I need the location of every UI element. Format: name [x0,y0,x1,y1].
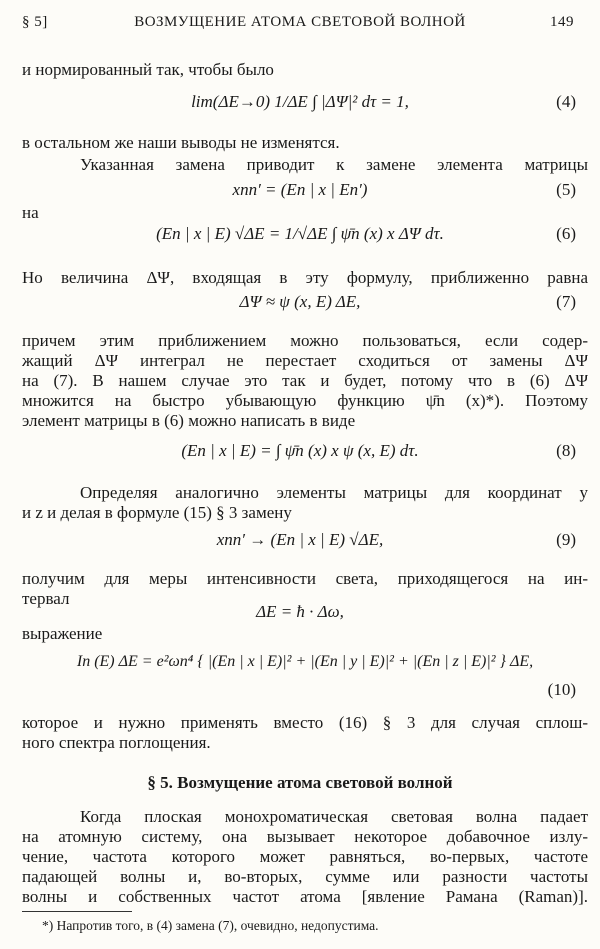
paragraph-6-line-2: жащий ΔΨ интеграл не перестает сходиться от замены ΔΨ [22,351,588,370]
equation-8-number: (8) [556,441,576,460]
equation-4-number: (4) [556,92,576,111]
paragraph-11-line-3: чение, частота которого может равняться, во-первых, частоте [22,847,588,866]
equation-6: (En | x | E) √ΔE = 1/√ΔE ∫ ψ̄n (x) x ΔΨ dτ. [156,224,444,243]
equation-9: xnn′ → (En | x | E) √ΔE, [216,530,384,549]
equation-8: (En | x | E) = ∫ ψ̄n (x) x ψ (x, E) dτ. [181,441,419,460]
paragraph-11-line-4: падающей волны и, во-вторых, сумме или разности частоты [22,867,588,886]
paragraph-7-line-1: Определяя аналогично элементы матрицы для координат y [80,483,588,502]
equation-10: In (E) ΔE = e²ωn⁴ { |(En | x | E)|² + |(En | y | E)|² + |(En | z | E)|² } ΔE, [76,653,534,670]
equation-5: xnn′ = (En | x | En′) [232,180,368,199]
paragraph-2: в остальном же наши выводы не изменятся. [22,133,340,152]
equation-6-number: (6) [556,224,576,243]
equation-4: lim(ΔE→0) 1/ΔE ∫ |ΔΨ|² dτ = 1, [191,92,409,111]
paragraph-10-line-1: которое и нужно применять вместо (16) § 3 для случая сплош- [22,713,588,732]
equation-9-number: (9) [556,530,576,549]
equation-7-number: (7) [556,292,576,311]
paragraph-11-line-2: на атомную систему, она вызывает некоторое добавочное излу- [22,827,588,846]
paragraph-11-line-1: Когда плоская монохроматическая световая волна падает [80,807,588,826]
paragraph-7-line-2: и z и делая в формуле (15) § 3 замену [22,503,292,522]
paragraph-9: выражение [22,624,103,643]
page-number: 149 [550,14,574,30]
footnote: *) Напротив того, в (4) замена (7), очевидно, недопустима. [42,918,379,933]
paragraph-6-line-3: на (7). В нашем случае это так и будет, потому что в (6) ΔΨ [22,371,588,390]
paragraph-4: на [22,203,39,222]
paragraph-6-line-5: элемент матрицы в (6) можно написать в виде [22,411,356,430]
paragraph-6-line-1: причем этим приближением можно пользоваться, если содер- [22,331,588,350]
equation-10-number: (10) [547,680,576,699]
section-title: § 5. Возмущение атома световой волной [147,773,453,792]
footnote-rule [22,911,132,912]
equation-5-number: (5) [556,180,576,199]
running-title: ВОЗМУЩЕНИЕ АТОМА СВЕТОВОЙ ВОЛНОЙ [134,14,466,30]
paragraph-8-line-2: тервал [22,589,70,608]
paragraph-3: Указанная замена приводит к замене элемента матрицы [80,155,588,174]
paragraph-6-line-4: множится на быстро убывающую функцию ψ̄n (x)*). Поэтому [22,391,588,410]
equation-delta-e: ΔE = ħ · Δω, [256,602,344,621]
paragraph-5: Но величина ΔΨ, входящая в эту формулу, приближенно равна [22,268,588,287]
paragraph-10-line-2: ного спектра поглощения. [22,733,211,752]
paragraph-1: и нормированный так, чтобы было [22,60,274,79]
paragraph-8-line-1: получим для меры интенсивности света, приходящегося на ин- [22,569,588,588]
header-section-mark: § 5] [22,14,48,30]
equation-7: ΔΨ ≈ ψ (x, E) ΔE, [239,292,361,311]
paragraph-11-line-5: волны и собственных частот атома [явление Рамана (Raman)]. [22,887,588,906]
